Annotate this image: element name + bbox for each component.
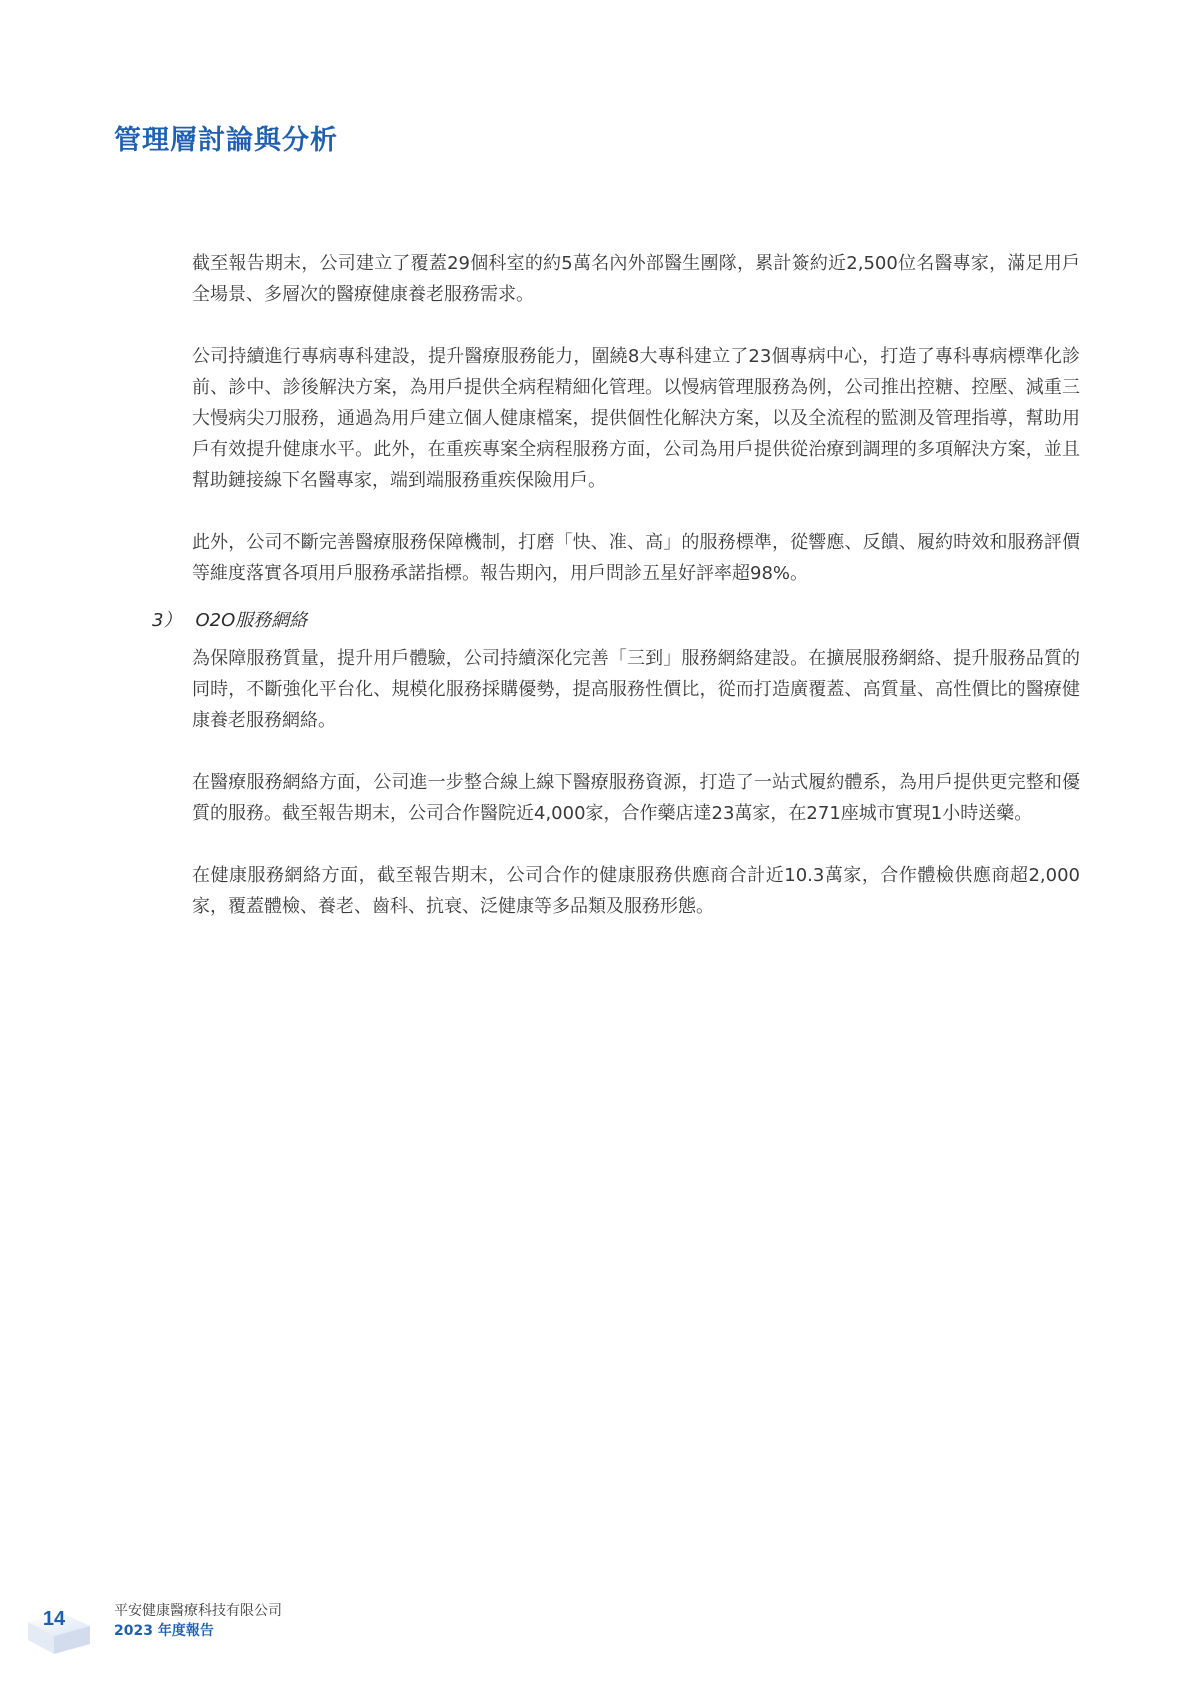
page-footer	[0, 1590, 400, 1670]
main-content	[152, 248, 1080, 953]
paragraph-service-standards: 此外，公司不斷完善醫療服務保障機制，打磨「快、准、高」的服務標準，從響應、反饋、履約時效和服務評價等維度落實各項用戶服務承諾指標。報告期內，用戶問診五星好評率超98%。	[192, 532, 1080, 584]
paragraph-doctor-team: 截至報告期末，公司建立了覆蓋29個科室的約5萬名內外部醫生團隊，累計簽約近2,500位名醫專家，滿足用戶全場景、多層次的醫療健康養老服務需求。	[192, 253, 1080, 305]
page-number-badge	[24, 1600, 94, 1660]
section-heading-o2o	[152, 607, 1080, 635]
paragraph-health-network: 在健康服務網絡方面，截至報告期末，公司合作的健康服務供應商合計近10.3萬家，合作體檢供應商超2,000家，覆蓋體檢、養老、齒科、抗衰、泛健康等多品類及服務形態。	[192, 865, 1080, 917]
paragraph-service-network: 為保障服務質量，提升用戶體驗，公司持續深化完善「三到」服務網絡建設。在擴展服務網絡、提升服務品質的同時，不斷強化平台化、規模化服務採購優勢，提高服務性價比，從而打造廣覆蓋、高質量、高性價比的醫療健康養老服務網絡。	[192, 648, 1080, 731]
report-name: 2023 年度報告	[114, 1623, 214, 1639]
paragraph-medical-network: 在醫療服務網絡方面，公司進一步整合線上線下醫療服務資源，打造了一站式履約體系，為用戶提供更完整和優質的服務。截至報告期末，公司合作醫院近4,000家，合作藥店達23萬家，在271座城市實現1小時送藥。	[192, 772, 1080, 824]
section-title: O2O服務網絡	[195, 610, 308, 631]
page-number: 14	[42, 1608, 66, 1630]
section-number: 3）	[152, 610, 182, 631]
company-name: 平安健康醫療科技有限公司	[114, 1603, 282, 1619]
paragraph-specialty-construction: 公司持續進行專病專科建設，提升醫療服務能力，圍繞8大專科建立了23個專病中心，打造了專科專病標準化診前、診中、診後解決方案，為用戶提供全病程精細化管理。以慢病管理服務為例，公司推出控糖、控壓、減重三大慢病尖刀服務，通過為用戶建立個人健康檔案，提供個性化解決方案，以及全流程的監測及管理指導，幫助用戶有效提升健康水平。此外，在重疾專案全病程服務方面，公司為用戶提供從治療到調理的多項解決方案，並且幫助鏈接線下名醫專家，端到端服務重疾保險用戶。	[192, 346, 1080, 491]
page-title: 管理層討論與分析	[114, 125, 338, 156]
